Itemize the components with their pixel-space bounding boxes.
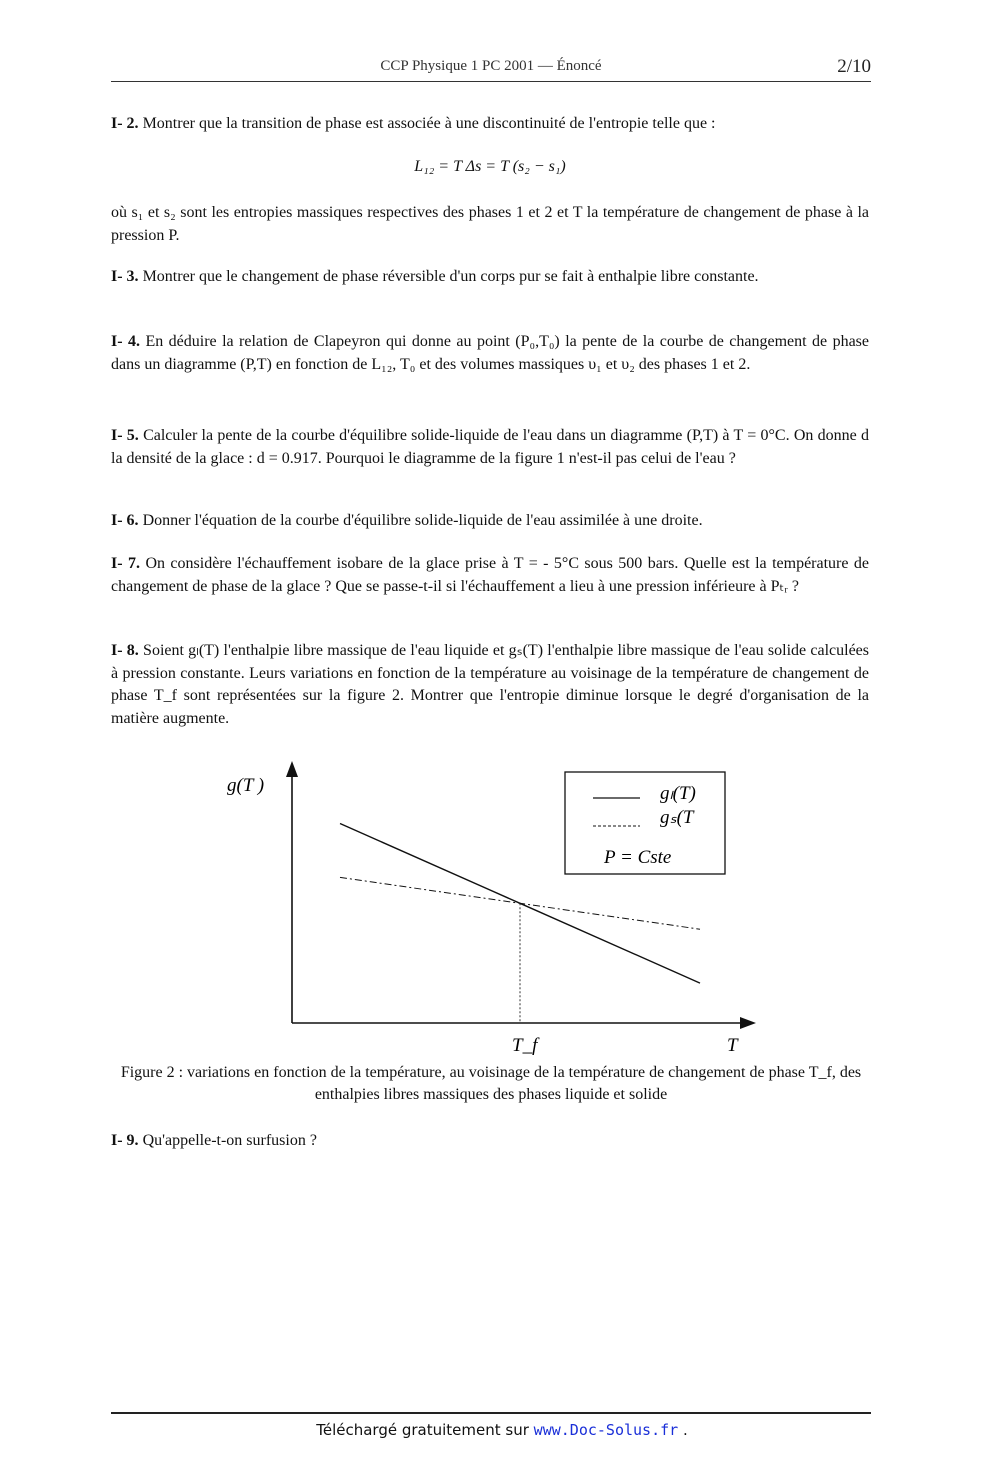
- equation: L₁₂ = T Δs = T (s₂ − s₁): [414, 158, 566, 175]
- question-number: I- 7.: [111, 555, 140, 572]
- question-4: [111, 331, 869, 376]
- question-2: [111, 113, 869, 136]
- legend-entry-liquid: gₗ(T): [660, 783, 696, 804]
- question-text: Montrer que la transition de phase est associée à une discontinuité de l'entropie telle que :: [142, 115, 716, 132]
- question-text: Qu'appelle-t-on surfusion ?: [142, 1132, 317, 1149]
- question-text: En déduire la relation de Clapeyron qui donne au point (P₀,T₀) la pente de la courbe de changement de phase dans un diagramme (P,T) en fonction de L₁₂, T₀ et des volumes massiques υ₁ et υ₂ des phases 1 et 2.: [111, 333, 869, 373]
- footer-link[interactable]: www.Doc-Solus.fr: [533, 1421, 679, 1439]
- footer-text: Téléchargé gratuitement sur: [316, 1421, 529, 1439]
- question-text: On considère l'échauffement isobare de la glace prise à T = - 5°C sous 500 bars. Quelle est la température de changement de phase de la glace ? Que se passe-t-il si l'échauffement a lieu à une pression inférieure à Pₜᵣ ?: [111, 555, 870, 595]
- question-text: Donner l'équation de la courbe d'équilibre solide-liquide de l'eau assimilée à une droite.: [142, 512, 703, 529]
- x-axis-arrow: [740, 1017, 756, 1029]
- question-text: Soient gₗ(T) l'enthalpie libre massique de l'eau liquide et gₛ(T) l'enthalpie libre massique de l'eau solide calculées à pression constante. Leurs variations en fonction de la température au voisinage de la température de changement de phase T_f sont représentées sur la figure 2. Montrer que l'entropie diminue lorsque le degré d'organisation de la matière augmente.: [111, 642, 870, 727]
- question-number: I- 9.: [111, 1132, 139, 1149]
- footer: [0, 1421, 1004, 1439]
- question-number: I- 8.: [111, 642, 139, 659]
- question-3: [111, 266, 869, 289]
- x-tick-label-tf: T_f: [512, 1035, 538, 1056]
- y-axis-label: g(T ): [227, 775, 265, 796]
- question-number: I- 5.: [111, 427, 139, 444]
- y-axis-arrow: [286, 761, 298, 777]
- series-line-solid: [340, 877, 700, 929]
- question-number: I- 4.: [111, 333, 140, 350]
- page-number: 2/10: [837, 56, 871, 77]
- figure-2-chart: [200, 755, 780, 1065]
- x-axis-label: T: [727, 1035, 738, 1056]
- question-number: I- 3.: [111, 268, 139, 285]
- page-header: [111, 56, 871, 80]
- header-title: CCP Physique 1 PC 2001 — Énoncé: [380, 58, 602, 74]
- question-5: [111, 425, 869, 470]
- legend-note: P = Cste: [604, 847, 672, 868]
- question-8: [111, 640, 869, 730]
- question-number: I- 6.: [111, 512, 139, 529]
- question-text: Montrer que le changement de phase réversible d'un corps pur se fait à enthalpie libre constante.: [142, 268, 759, 285]
- question-2-continued: où s₁ et s₂ sont les entropies massiques respectives des phases 1 et 2 et T la température de changement de phase à la pression P.: [111, 204, 869, 244]
- legend-box: [565, 772, 725, 874]
- question-number: I- 2.: [111, 115, 139, 132]
- question-7: [111, 553, 869, 598]
- header-rule: [111, 81, 871, 82]
- footer-end: .: [682, 1421, 688, 1439]
- figure-caption: Figure 2 : variations en fonction de la température, au voisinage de la température de changement de phase T_f, des enthalpies libres massiques des phases liquide et solide: [120, 1064, 862, 1103]
- footer-rule: [111, 1412, 871, 1414]
- question-6: [111, 510, 869, 533]
- question-9: [111, 1130, 869, 1153]
- legend-entry-solid: gₛ(T: [660, 807, 694, 828]
- question-text: Calculer la pente de la courbe d'équilibre solide-liquide de l'eau dans un diagramme (P,T) à T = 0°C. On donne d la densité de la glace : d = 0.917. Pourquoi le diagramme de la figure 1 n'est-il pas celui de l'eau ?: [111, 427, 869, 467]
